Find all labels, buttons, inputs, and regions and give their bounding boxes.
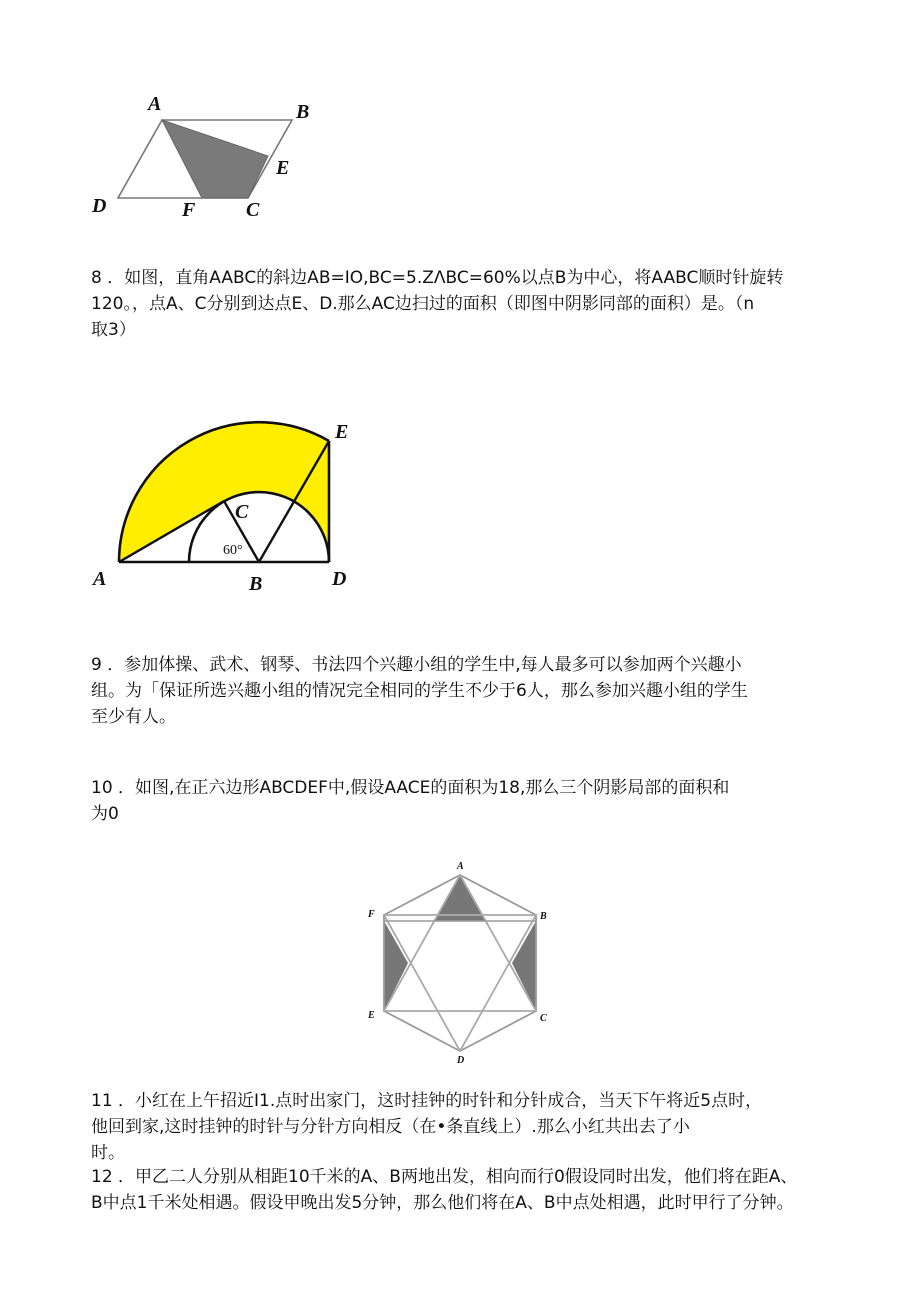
problem-9-line: 组。为「保证所选兴趣小组的情况完全相同的学生不少于6人，那么参加兴趣小组的学生 (91, 681, 748, 701)
problem-12-line: 12 ．甲乙二人分别从相距10千米的A、B两地出发，相向而行0假设同时出发，他们将在距A、 (91, 1167, 798, 1187)
label-B: B (296, 101, 310, 123)
label-D: D (457, 1055, 465, 1066)
label-D: D (92, 195, 107, 217)
label-C: C (540, 1013, 547, 1024)
problem-9-line: 至少有人。 (91, 707, 176, 727)
figure-hexagon (360, 855, 560, 1066)
label-B: B (540, 911, 547, 922)
problem-11-line: 11 ．小红在上午招近I1.点时出家门，这时挂钟的时针和分针成合，当天下午将近5点时， (91, 1091, 763, 1111)
problem-8 (91, 265, 831, 343)
label-E: E (335, 421, 349, 443)
shaded-left (384, 921, 408, 1011)
label-A: A (93, 568, 107, 590)
problem-11-line: 他回到家,这时挂钟的时针与分针方向相反（在•条直线上）.那么小红共出去了小 (91, 1117, 690, 1137)
problem-8-line: 取3） (91, 320, 136, 340)
problem-12 (91, 1164, 831, 1216)
problem-10 (91, 775, 831, 827)
label-D: D (332, 568, 347, 590)
swept-area-shaded (119, 422, 329, 562)
label-E: E (276, 157, 290, 179)
problem-11 (91, 1088, 831, 1166)
angle-label: 60° (223, 543, 243, 558)
label-C: C (235, 501, 249, 523)
problem-12-line: B中点1千米处相遇。假设甲晚出发5分钟，那么他们将在A、B中点处相遇，此时甲行了分钟。 (91, 1193, 794, 1213)
figure-parallelogram (80, 90, 340, 230)
label-F: F (368, 909, 375, 920)
problem-9 (91, 652, 831, 730)
shaded-region (162, 120, 268, 198)
label-A: A (457, 861, 464, 872)
problem-9-line: 9 ．参加体操、武术、钢琴、书法四个兴趣小组的学生中,每人最多可以参加两个兴趣小 (91, 655, 742, 675)
problem-10-line: 10 ．如图,在正六边形ABCDEF中,假设AACE的面积为18,那么三个阴影局部的面积和 (91, 778, 730, 798)
label-E: E (368, 1010, 375, 1021)
triangle-BDF (384, 915, 536, 1051)
label-F: F (182, 199, 196, 221)
figure-rotation (85, 410, 375, 600)
shaded-right (512, 921, 536, 1011)
problem-10-line: 为0 (91, 804, 119, 824)
problem-11-line: 时。 (91, 1143, 125, 1163)
label-B: B (249, 573, 263, 595)
label-A: A (148, 93, 162, 115)
problem-8-line: 120。，点A、C分别到达点E、D.那么AC边扫过的面积（即图中阴影同部的面积）是。（n (91, 294, 755, 314)
problem-8-line: 8 ．如图，直角AABC的斜边AB=IO,BC=5.ZΛBC=60%以点B为中心，将AABC顺时针旋转 (91, 268, 784, 288)
label-C: C (246, 199, 260, 221)
shaded-top (435, 875, 486, 921)
